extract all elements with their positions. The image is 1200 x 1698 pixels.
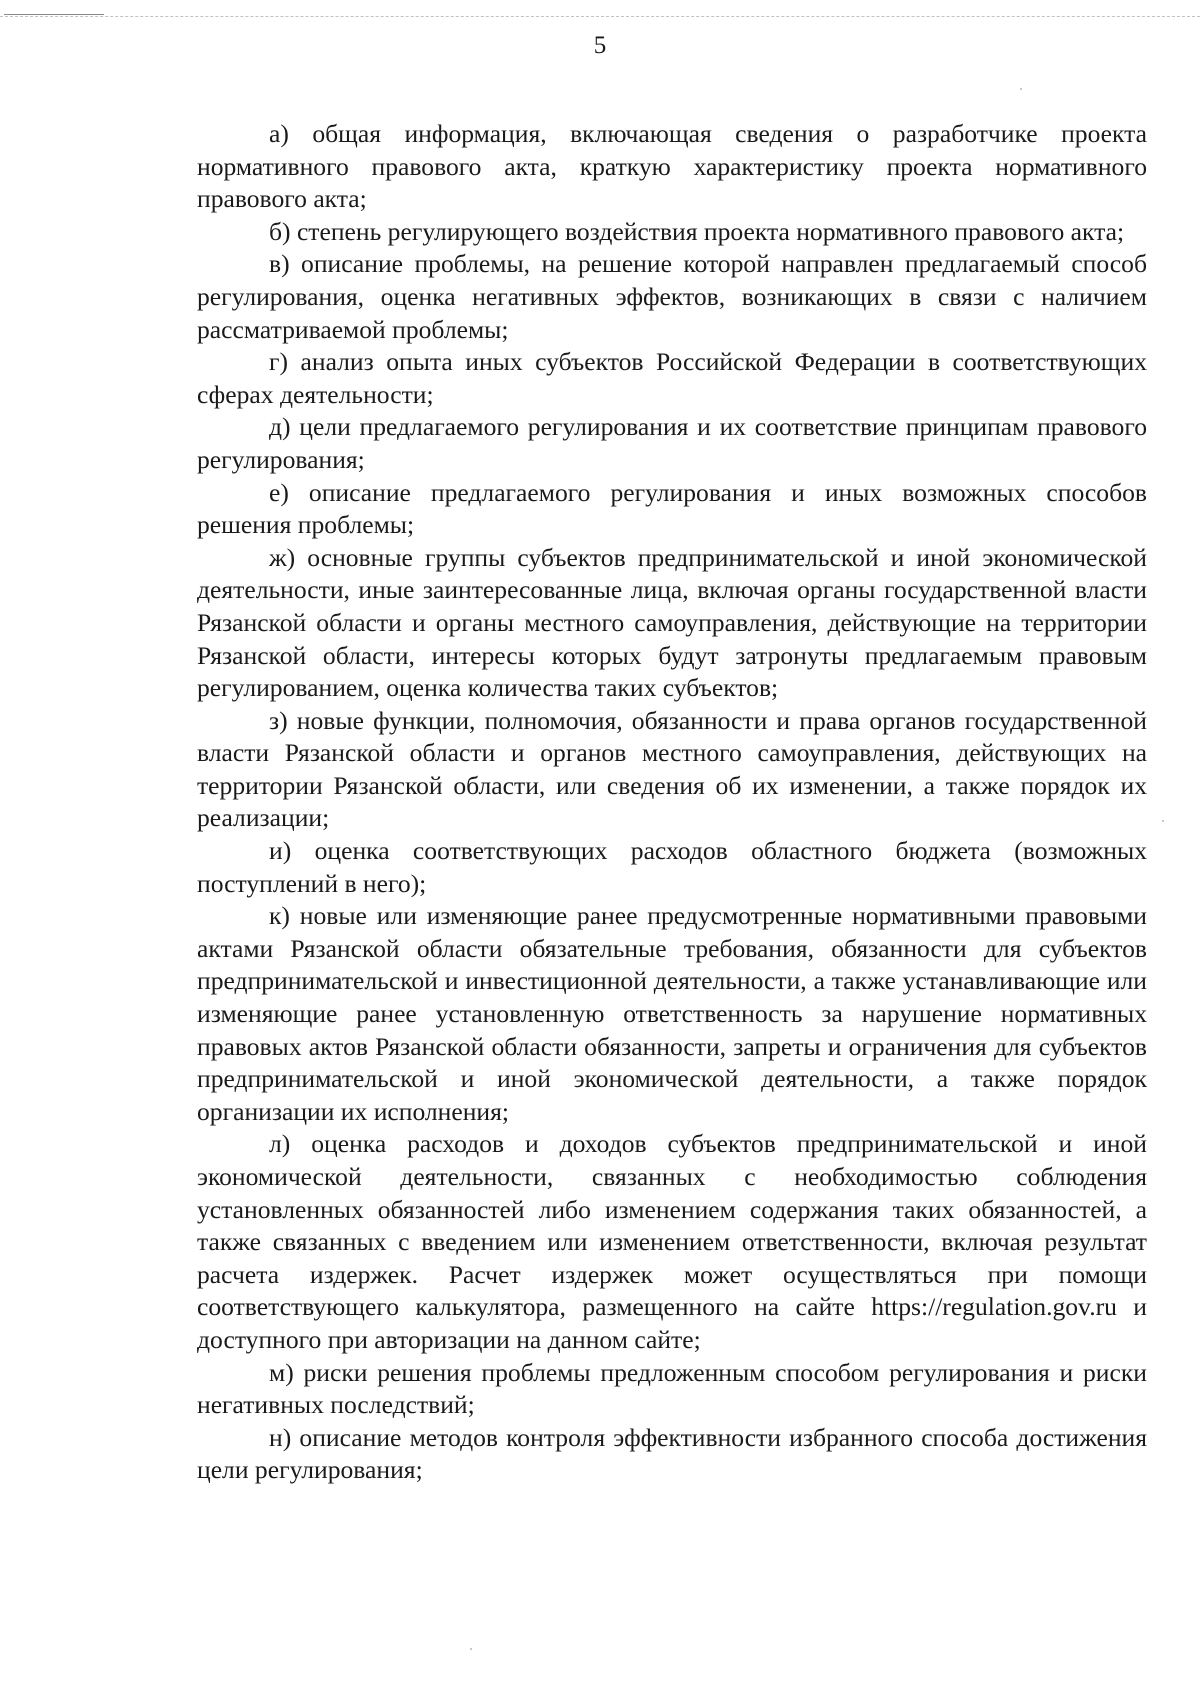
scan-speck [1020,88,1022,90]
list-item-z: з) новые функции, полномочия, обязанности и права органов государственной власти Рязанской области и органов местного самоуправления, действующих на территории Рязанской области, или сведения об их изменении, а также порядок их реализации; [197,705,1147,833]
list-item-v: в) описание проблемы, на решение которой направлен предлагаемый способ регулирования, оценка негативных эффектов, возникающих в связи с наличием рассматриваемой проблемы; [197,249,1147,344]
list-item-n: н) описание методов контроля эффективности избранного способа достижения цели регулирования; [197,1422,1147,1485]
scan-top-left-mark [4,14,104,15]
list-item-d: д) цели предлагаемого регулирования и их соответствие принципам правового регулирования; [197,412,1147,474]
list-item-b: б) степень регулирующего воздействия проекта нормативного правового акта; [269,216,1125,246]
list-item-m: м) риски решения проблемы предложенным способом регулирования и риски негативных последствий; [197,1357,1147,1420]
scan-speck [1162,820,1164,822]
list-item-a: а) общая информация, включающая сведения о разработчике проекта нормативного правового акта, краткую характеристику проекта нормативного правового акта; [197,119,1147,214]
list-item-k: к) новые или изменяющие ранее предусмотренные нормативными правовыми актами Рязанской области обязательные требования, обязанности для субъектов предпринимательской и инвестиционной деятельности, а также устанавливающие или изменяющие ранее установленную ответственность за нарушение нормативных правовых актов Рязанской области обязанности, запреты и ограничения для субъектов предпринимательской и иной экономической деятельности, а также порядок организации их исполнения; [197,901,1147,1126]
document-body [197,118,1147,1487]
list-item-zh: ж) основные группы субъектов предпринимательской и иной экономической деятельности, иные заинтересованные лица, включая органы государственной власти Рязанской области и органы местного самоуправления, действующие на территории Рязанской области, интересы которых будут затронуты предлагаемым правовым регулированием, оценка количества таких субъектов; [197,542,1147,703]
list-item-i: и) оценка соответствующих расходов областного бюджета (возможных поступлений в него); [197,836,1147,898]
list-item-g: г) анализ опыта иных субъектов Российской Федерации в соответствующих сферах деятельности; [197,347,1147,409]
page-number: 5 [593,32,607,59]
list-item-l: л) оценка расходов и доходов субъектов предпринимательской и иной экономической деятельности, связанных с необходимостью соблюдения установленных обязанностей либо изменением содержания таких обязанностей, а также связанных с введением или изменением ответственности, включая результат расчета издержек. Расчет издержек может осуществляться при помощи соответствующего калькулятора, размещенного на сайте https://regulation.gov.ru и доступного при авторизации на данном сайте; [197,1129,1147,1354]
scan-top-edge [0,16,1200,21]
list-item-e: е) описание предлагаемого регулирования и иных возможных способов решения проблемы; [197,477,1147,540]
scan-speck [470,1648,472,1650]
